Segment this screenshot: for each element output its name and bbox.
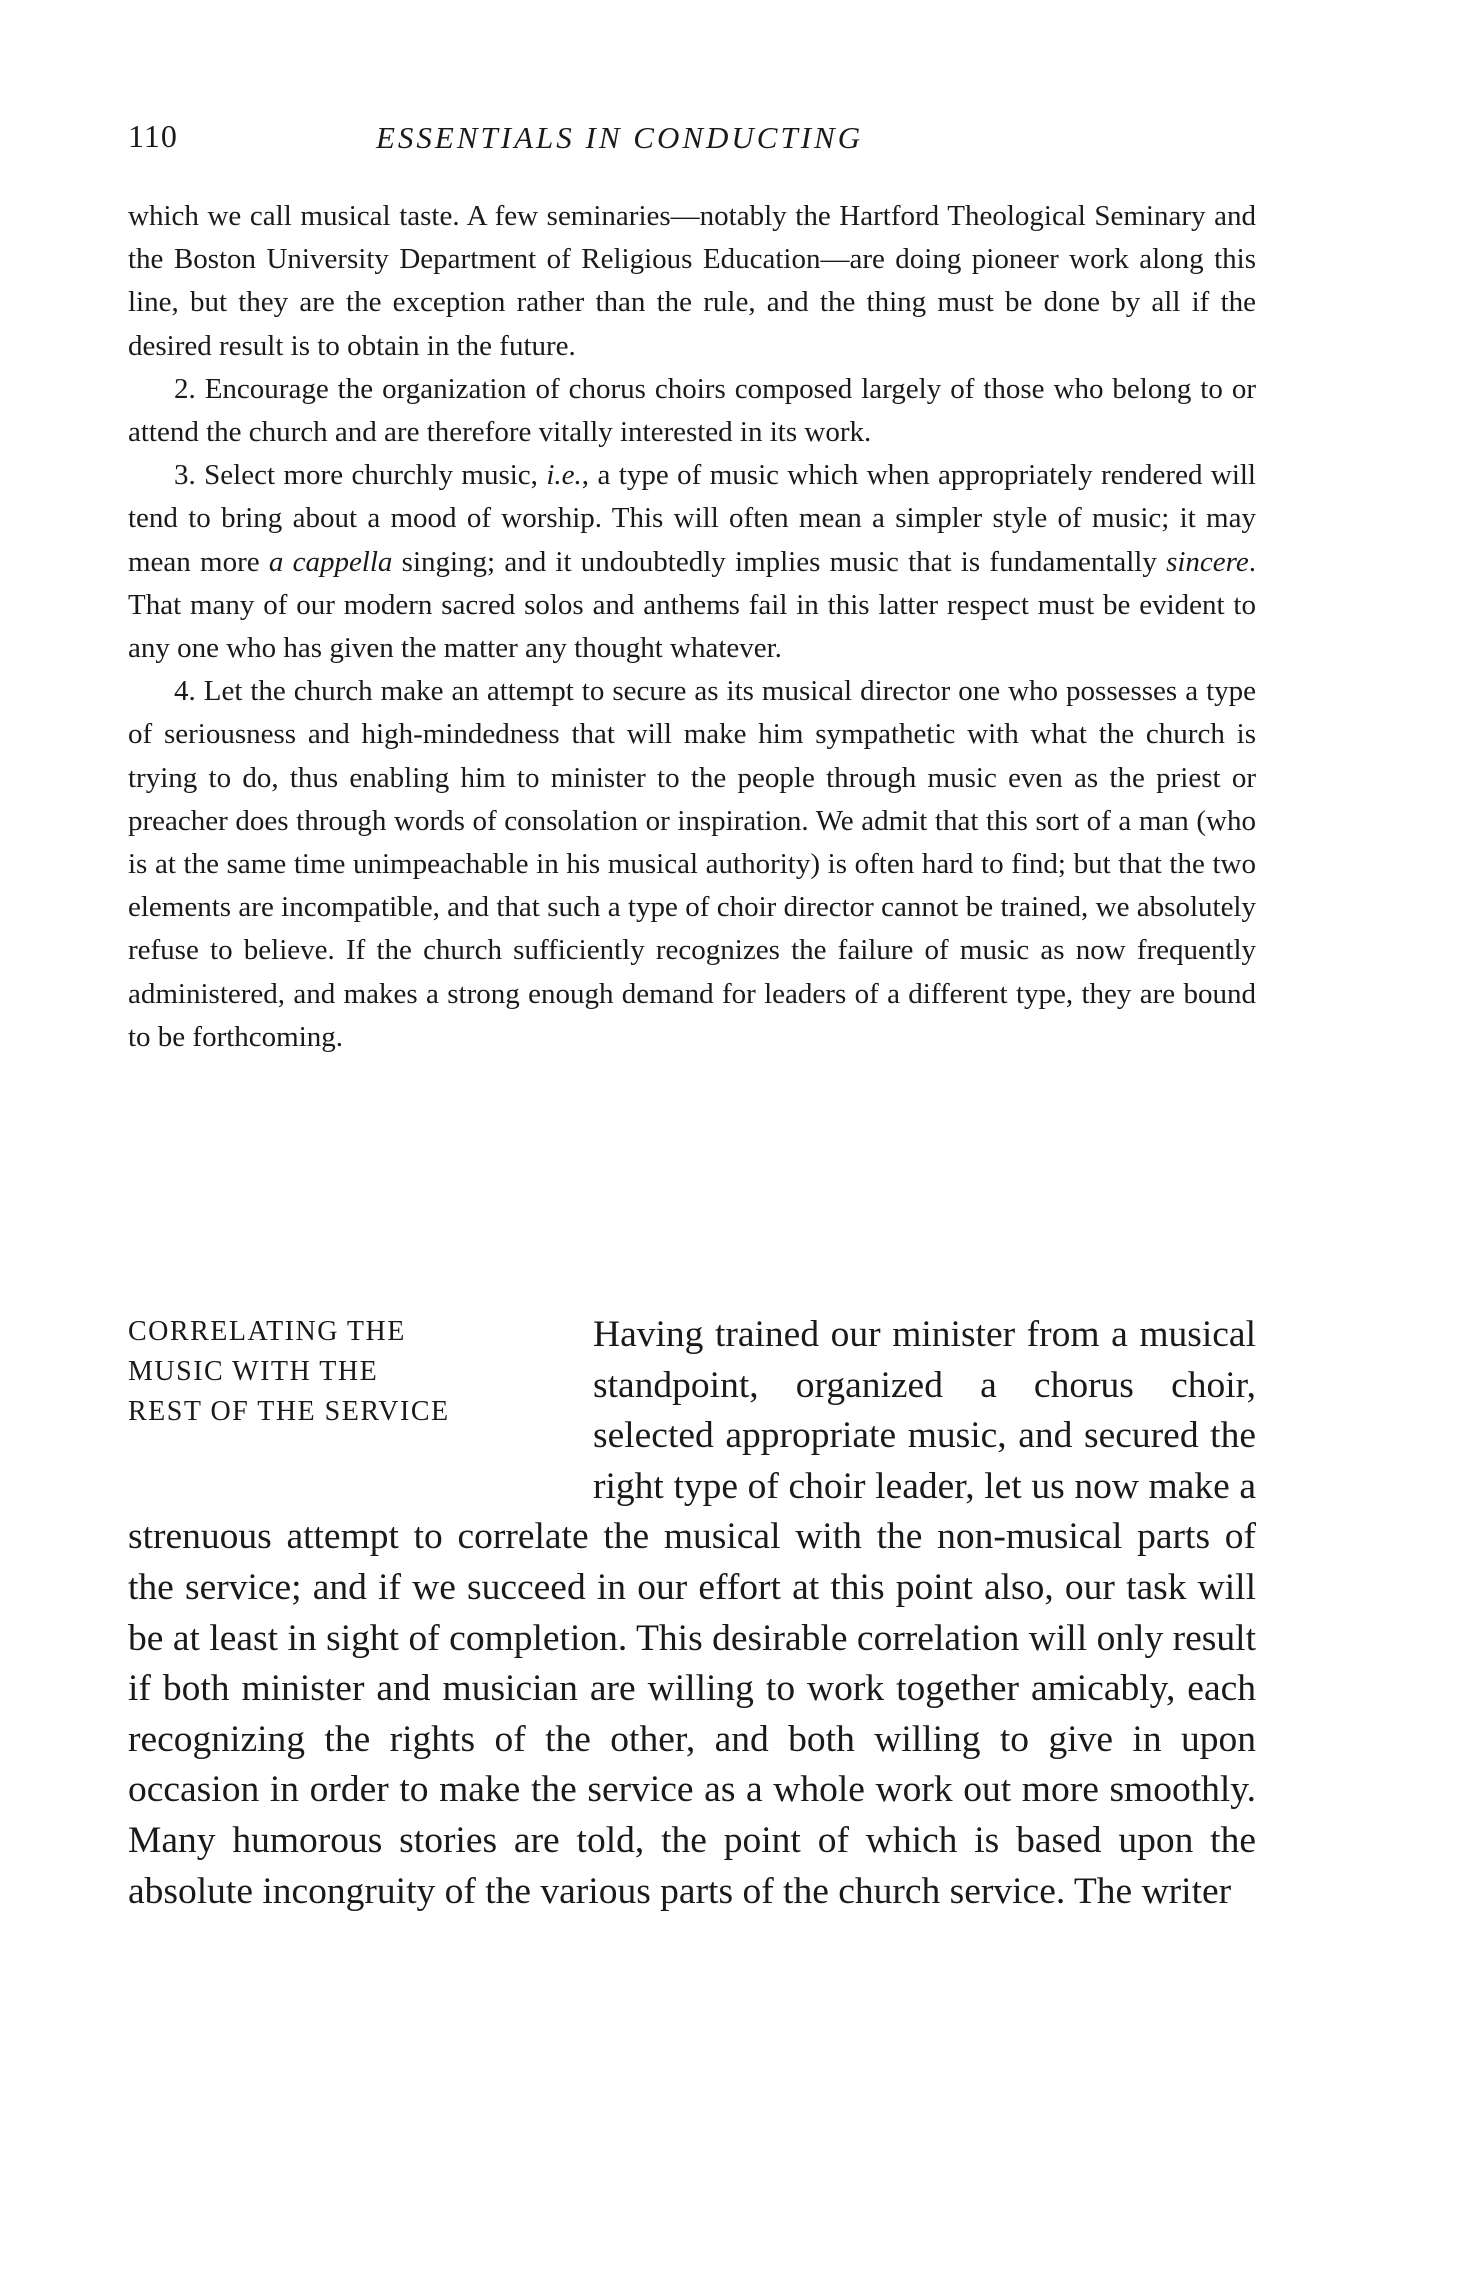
- running-head: [128, 118, 1256, 168]
- paragraph-item-4: 4. Let the church make an attempt to secure as its musical director one who possesses a type of seriousness and high-mindedness that will make him sympathetic with what the church is trying to do, thus enabling him to minister to the people through music even as the priest or preacher does through words of consolation or inspiration. We admit that this sort of a man (who is at the same time unimpeachable in his musical authority) is often hard to find; but that the two elements are incompatible, and that such a type of choir director cannot be trained, we absolutely refuse to believe. If the church sufficiently recognizes the failure of music as now frequently administered, and makes a strong enough demand for leaders of a different type, they are bound to be forthcoming.: [128, 675, 1256, 1053]
- sidehead-line: MUSIC WITH THE: [128, 1356, 379, 1387]
- list-section: [128, 195, 1256, 1059]
- paragraph-continued: which we call musical taste. A few seminaries—notably the Hartford Theological Seminary and the Boston University Department of Religious Education—are doing pioneer work along this line, but they are the exception rather than the rule, and the thing must be done by all if the desired result is to obtain in the future.: [128, 200, 1256, 362]
- section-sidehead: [128, 1310, 593, 1462]
- paragraph-item-3: 3. Select more churchly music, i.e., a type of music which when appropriately rendered will tend to bring about a mood of worship. This will often mean a simpler style of music; it may mean more a cappella singing; and it undoubtedly implies music that is fundamentally sincere. That many of our modern sacred solos and anthems fail in this latter respect must be evident to any one who has given the matter any thought whatever.: [128, 459, 1257, 665]
- paragraph-item-2: 2. Encourage the organization of chorus choirs composed largely of those who belong to or attend the church and are therefore vitally interested in its work.: [128, 372, 1256, 449]
- page-number: 110: [128, 118, 178, 154]
- section-paragraph: Having trained our minister from a musical standpoint, organized a chorus choir, selected appropriate music, and secured the right type of choir leader, let us now make a strenuous attempt to correlate the musical with the non-musical parts of the service; and if we succeed in our effort at this point also, our task will be at least in sight of completion. This desirable correlation will only result if both minister and musician are willing to work together amicably, each recognizing the rights of the other, and both willing to give in upon occasion in order to make the service as a whole work out more smoothly. Many humorous stories are told, the point of which is based upon the absolute incongruity of the various parts of the church service. The writer: [128, 1314, 1256, 1912]
- correlating-section: [128, 1310, 1256, 1917]
- running-title: ESSENTIALS IN CONDUCTING: [376, 120, 864, 155]
- sidehead-line: REST OF THE SERVICE: [128, 1396, 450, 1427]
- sidehead-line: CORRELATING THE: [128, 1316, 406, 1347]
